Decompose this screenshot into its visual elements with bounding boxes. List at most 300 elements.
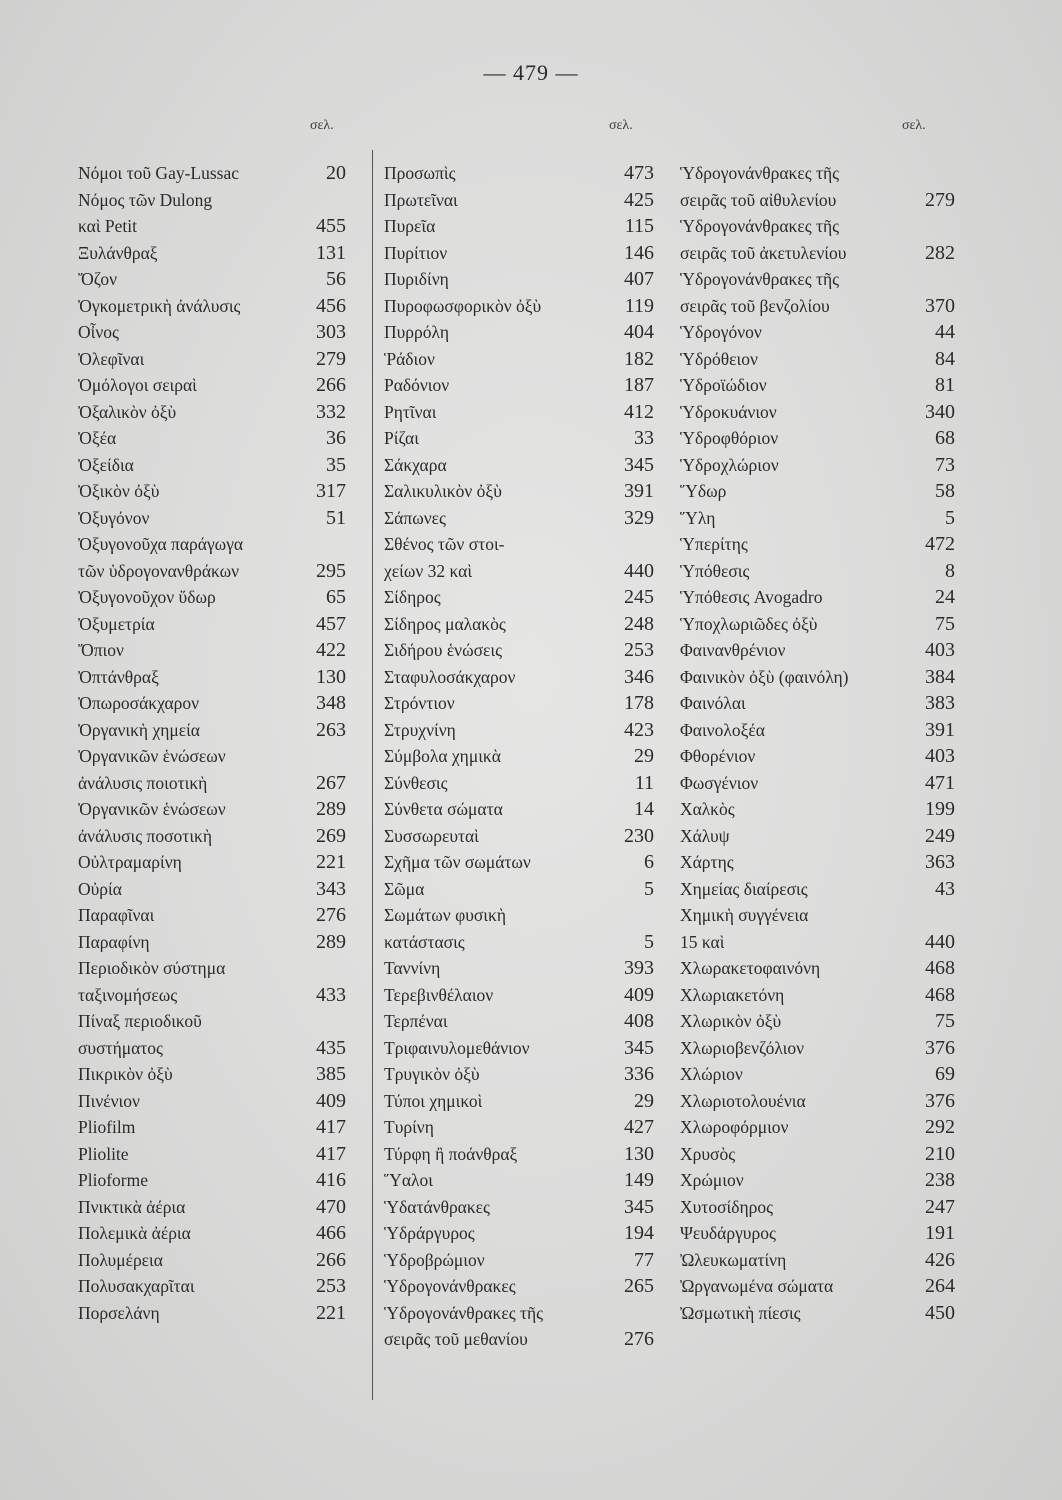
entry-term: σειρᾶς τοῦ ἀκετυλενίου bbox=[680, 242, 847, 263]
entry-page-number: 279 bbox=[316, 347, 346, 370]
entry-page-number: 407 bbox=[624, 268, 654, 290]
entry-page-number: 363 bbox=[925, 851, 955, 873]
entry-term: Ὕδωρ bbox=[680, 481, 727, 501]
entry-page-number: 292 bbox=[925, 1116, 955, 1138]
entry-term: Παραφῖναι bbox=[78, 905, 155, 925]
index-entry bbox=[680, 213, 955, 240]
entry-page-number: 221 bbox=[316, 1301, 346, 1324]
entry-term: σειρᾶς τοῦ αἰθυλενίου bbox=[680, 189, 837, 210]
entry-term: Ὀπτάνθραξ bbox=[78, 666, 159, 687]
entry-term: Σύνθεσις bbox=[384, 772, 448, 793]
entry-page-number: 36 bbox=[326, 427, 346, 449]
entry-term: Ὑδρόθειον bbox=[680, 348, 758, 369]
entry-page-number: 473 bbox=[624, 162, 654, 184]
entry-page-number: 269 bbox=[316, 824, 346, 847]
entry-page-number: 385 bbox=[316, 1063, 346, 1085]
entry-term: Ὀξείδια bbox=[78, 454, 134, 475]
index-entry bbox=[78, 1088, 346, 1115]
index-entry bbox=[680, 558, 955, 585]
index-entry bbox=[680, 372, 955, 399]
entry-page-number: 75 bbox=[935, 612, 955, 635]
entry-term: Ὀξυγονοῦχα παράγωγα bbox=[78, 534, 244, 554]
index-entry bbox=[78, 796, 346, 823]
entry-page-number: 131 bbox=[316, 241, 346, 264]
index-entry bbox=[680, 399, 955, 426]
entry-term: Πολυσακχαρῖται bbox=[78, 1276, 195, 1296]
index-entry bbox=[384, 452, 654, 479]
entry-page-number: 435 bbox=[316, 1036, 346, 1059]
entry-term: Ρητῖναι bbox=[384, 401, 437, 422]
entry-term: Σύμβολα χημικὰ bbox=[384, 746, 501, 766]
index-entry bbox=[384, 664, 654, 691]
index-entry bbox=[384, 849, 654, 876]
entry-term: Φαινολοξέα bbox=[680, 719, 765, 740]
entry-term: Στρυχνίνη bbox=[384, 719, 456, 740]
entry-page-number: 340 bbox=[925, 400, 955, 423]
index-entry bbox=[78, 478, 346, 505]
entry-page-number: 384 bbox=[925, 665, 955, 688]
entry-term: Σταφυλοσάκχαρον bbox=[384, 666, 516, 687]
entry-page-number: 471 bbox=[925, 771, 955, 794]
index-entry bbox=[384, 505, 654, 532]
entry-page-number: 409 bbox=[316, 1089, 346, 1112]
entry-term: Πυρίτιον bbox=[384, 242, 448, 263]
entry-page-number: 456 bbox=[316, 294, 346, 317]
entry-page-number: 199 bbox=[925, 798, 955, 820]
entry-term: Ὑδρογονάνθρακες τῆς bbox=[680, 216, 840, 236]
index-entry bbox=[680, 849, 955, 876]
entry-term: Ὀγκομετρικὴ ἀνάλυσις bbox=[78, 295, 241, 316]
entry-page-number: 265 bbox=[624, 1275, 654, 1297]
entry-term: Πικρικὸν ὀξὺ bbox=[78, 1064, 173, 1084]
index-entry bbox=[384, 611, 654, 638]
entry-term: Τερπέναι bbox=[384, 1011, 448, 1031]
index-entry bbox=[78, 531, 346, 558]
entry-page-number: 56 bbox=[326, 268, 346, 290]
entry-term: Πολυμέρεια bbox=[78, 1249, 163, 1270]
entry-term: Ὑπόθεσις bbox=[680, 560, 750, 581]
entry-term: Σάπωνες bbox=[384, 507, 446, 528]
entry-term: Ὄζον bbox=[78, 269, 117, 289]
entry-term: Ὠλευκωματίνη bbox=[680, 1249, 787, 1270]
index-entry bbox=[78, 690, 346, 717]
entry-term: Ὄπιον bbox=[78, 640, 124, 660]
entry-page-number: 33 bbox=[634, 427, 654, 449]
entry-page-number: 282 bbox=[925, 241, 955, 264]
index-entry bbox=[680, 611, 955, 638]
index-entry bbox=[78, 558, 346, 585]
entry-term: Πυριδίνη bbox=[384, 269, 449, 289]
index-entry bbox=[78, 1194, 346, 1221]
index-entry bbox=[78, 240, 346, 267]
entry-term: Χλωρακετοφαινόνη bbox=[680, 958, 821, 978]
entry-list bbox=[78, 160, 346, 1326]
index-entry bbox=[78, 160, 346, 187]
entry-term: Χημείας διαίρεσις bbox=[680, 878, 808, 899]
entry-page-number: 391 bbox=[925, 718, 955, 741]
index-entry bbox=[78, 743, 346, 770]
entry-page-number: 404 bbox=[624, 321, 654, 343]
index-entry bbox=[78, 664, 346, 691]
index-entry bbox=[680, 929, 955, 956]
entry-term: Στρόντιον bbox=[384, 693, 455, 713]
entry-page-number: 130 bbox=[316, 665, 346, 688]
index-entry bbox=[384, 478, 654, 505]
entry-page-number: 84 bbox=[935, 347, 955, 370]
entry-page-number: 245 bbox=[624, 586, 654, 608]
entry-page-number: 68 bbox=[935, 427, 955, 449]
index-entry bbox=[384, 213, 654, 240]
entry-term: Πνικτικὰ ἀέρια bbox=[78, 1196, 186, 1217]
index-entry bbox=[680, 955, 955, 982]
entry-term: Ψευδάργυρος bbox=[680, 1223, 776, 1243]
index-entry bbox=[78, 902, 346, 929]
index-entry bbox=[384, 346, 654, 373]
index-entry bbox=[680, 770, 955, 797]
entry-term: Πίναξ περιοδικοῦ bbox=[78, 1011, 202, 1031]
entry-page-number: 20 bbox=[326, 162, 346, 184]
entry-page-number: 221 bbox=[316, 851, 346, 873]
entry-term: Ρίζαι bbox=[384, 428, 419, 448]
entry-page-number: 14 bbox=[634, 798, 654, 820]
index-entry bbox=[680, 478, 955, 505]
entry-term: Ὑπερίτης bbox=[680, 534, 748, 554]
index-entry bbox=[384, 955, 654, 982]
entry-page-number: 466 bbox=[316, 1222, 346, 1244]
entry-term: Ὀπωροσάκχαρον bbox=[78, 693, 200, 713]
entry-term: κατάστασις bbox=[384, 931, 465, 952]
entry-page-number: 440 bbox=[624, 559, 654, 582]
index-entry bbox=[78, 1008, 346, 1035]
entry-term: Ὑδροϊώδιον bbox=[680, 375, 767, 395]
entry-term: Pliofilm bbox=[78, 1117, 136, 1137]
index-entry bbox=[384, 558, 654, 585]
index-entry bbox=[680, 743, 955, 770]
entry-term: Ὀξυμετρία bbox=[78, 613, 155, 634]
entry-page-number: 249 bbox=[925, 824, 955, 847]
entry-term: Σίδηρος μαλακὸς bbox=[384, 613, 506, 634]
index-entry bbox=[384, 1273, 654, 1300]
index-entry bbox=[78, 293, 346, 320]
index-entry bbox=[78, 1141, 346, 1168]
entry-page-number: 24 bbox=[935, 586, 955, 608]
index-entry bbox=[384, 399, 654, 426]
entry-page-number: 391 bbox=[624, 480, 654, 502]
index-entry bbox=[680, 982, 955, 1009]
entry-page-number: 253 bbox=[624, 639, 654, 661]
entry-term: Ὀξαλικὸν ὀξὺ bbox=[78, 401, 177, 422]
entry-page-number: 266 bbox=[316, 374, 346, 396]
entry-page-number: 29 bbox=[634, 745, 654, 767]
entry-term: Ὑδρογονάνθρακες τῆς bbox=[680, 269, 840, 289]
index-entry bbox=[78, 1220, 346, 1247]
entry-page-number: 345 bbox=[624, 1195, 654, 1218]
entry-page-number: 230 bbox=[624, 824, 654, 847]
entry-term: Χλώριον bbox=[680, 1064, 743, 1084]
index-entry bbox=[384, 1061, 654, 1088]
entry-term: Πυρεῖα bbox=[384, 216, 436, 236]
entry-page-number: 182 bbox=[624, 347, 654, 370]
index-entry bbox=[78, 611, 346, 638]
entry-term: Τρυγικὸν ὀξὺ bbox=[384, 1064, 480, 1084]
entry-page-number: 29 bbox=[634, 1089, 654, 1112]
entry-page-number: 450 bbox=[925, 1301, 955, 1324]
index-entry bbox=[384, 1035, 654, 1062]
entry-term: ἀνάλυσις ποιοτικὴ bbox=[78, 772, 208, 793]
entry-term: Χάλυψ bbox=[680, 825, 730, 846]
entry-page-number: 44 bbox=[935, 321, 955, 343]
entry-term: τῶν ὑδρογονανθράκων bbox=[78, 560, 240, 581]
index-entry bbox=[78, 1061, 346, 1088]
entry-page-number: 343 bbox=[316, 877, 346, 900]
index-entry bbox=[78, 452, 346, 479]
entry-term: Πινένιον bbox=[78, 1090, 140, 1111]
index-entry bbox=[680, 1220, 955, 1247]
index-entry bbox=[384, 293, 654, 320]
entry-term: 15 καὶ bbox=[680, 931, 725, 952]
entry-term: Ὀλεφῖναι bbox=[78, 348, 145, 369]
page-number: — 479 — bbox=[483, 60, 579, 85]
entry-term: Φθορένιον bbox=[680, 746, 756, 766]
entry-term: Ταννίνη bbox=[384, 958, 441, 978]
column-header: σελ. bbox=[902, 118, 926, 133]
entry-page-number: 455 bbox=[316, 215, 346, 237]
entry-page-number: 194 bbox=[624, 1222, 654, 1244]
entry-page-number: 376 bbox=[925, 1036, 955, 1059]
entry-term: Χλωριοβενζόλιον bbox=[680, 1037, 805, 1058]
entry-page-number: 409 bbox=[624, 983, 654, 1006]
index-entry bbox=[680, 266, 955, 293]
entry-term: Φαινανθρένιον bbox=[680, 640, 786, 660]
entry-page-number: 433 bbox=[316, 983, 346, 1006]
entry-term: σειρᾶς τοῦ βενζολίου bbox=[680, 295, 830, 316]
entry-page-number: 146 bbox=[624, 241, 654, 264]
entry-page-number: 345 bbox=[624, 453, 654, 476]
index-entry bbox=[78, 319, 346, 346]
index-entry bbox=[680, 531, 955, 558]
index-entry bbox=[680, 1141, 955, 1168]
entry-page-number: 383 bbox=[925, 692, 955, 714]
entry-page-number: 43 bbox=[935, 877, 955, 900]
entry-term: Χρώμιον bbox=[680, 1170, 744, 1190]
entry-term: Σῶμα bbox=[384, 878, 425, 899]
index-entry bbox=[680, 240, 955, 267]
entry-page-number: 266 bbox=[316, 1248, 346, 1271]
index-entry bbox=[680, 1061, 955, 1088]
entry-page-number: 440 bbox=[925, 930, 955, 953]
entry-term: Τερεβινθέλαιον bbox=[384, 984, 494, 1005]
entry-page-number: 422 bbox=[316, 639, 346, 661]
entry-term: Πορσελάνη bbox=[78, 1302, 160, 1323]
entry-page-number: 51 bbox=[326, 506, 346, 529]
entry-term: Χλωριοτολουένια bbox=[680, 1090, 806, 1111]
entry-term: χείων 32 καὶ bbox=[384, 560, 473, 581]
entry-term: συστήματος bbox=[78, 1037, 163, 1058]
index-entry bbox=[78, 955, 346, 982]
entry-term: Σωμάτων φυσικὴ bbox=[384, 905, 506, 925]
entry-term: Τύποι χημικοὶ bbox=[384, 1090, 483, 1111]
entry-term: Ὑδρογόνον bbox=[680, 322, 762, 342]
entry-page-number: 332 bbox=[316, 400, 346, 423]
index-entry bbox=[384, 982, 654, 1009]
entry-page-number: 73 bbox=[935, 453, 955, 476]
entry-term: Ὀργανικὴ χημεία bbox=[78, 719, 200, 740]
entry-term: Ὑποχλωριῶδες ὀξὺ bbox=[680, 613, 818, 634]
index-entry bbox=[384, 425, 654, 452]
entry-page-number: 81 bbox=[935, 374, 955, 396]
index-entry bbox=[680, 1088, 955, 1115]
index-entry bbox=[384, 1088, 654, 1115]
entry-page-number: 69 bbox=[935, 1063, 955, 1085]
index-entry bbox=[78, 876, 346, 903]
entry-term: Plioforme bbox=[78, 1170, 148, 1190]
entry-term: Περιοδικὸν σύστημα bbox=[78, 958, 226, 978]
index-entry bbox=[384, 717, 654, 744]
index-entry bbox=[384, 1167, 654, 1194]
index-entry bbox=[78, 399, 346, 426]
entry-term: Ὑδρογονάνθρακες bbox=[384, 1276, 516, 1296]
entry-list bbox=[384, 160, 654, 1353]
index-entry bbox=[680, 1008, 955, 1035]
entry-page-number: 238 bbox=[925, 1169, 955, 1191]
index-entry bbox=[384, 690, 654, 717]
entry-page-number: 5 bbox=[644, 877, 654, 900]
entry-term: Τριφαινυλομεθάνιον bbox=[384, 1037, 530, 1058]
entry-term: Χλωριακετόνη bbox=[680, 984, 785, 1005]
entry-page-number: 210 bbox=[925, 1142, 955, 1165]
entry-page-number: 267 bbox=[316, 771, 346, 794]
entry-term: Ὠσμωτικὴ πίεσις bbox=[680, 1302, 801, 1323]
entry-page-number: 348 bbox=[316, 692, 346, 714]
entry-term: Ὑπόθεσις Avogadro bbox=[680, 587, 823, 607]
index-entry bbox=[680, 690, 955, 717]
entry-page-number: 279 bbox=[925, 188, 955, 211]
entry-page-number: 58 bbox=[935, 480, 955, 502]
entry-term: Χημικὴ συγγένεια bbox=[680, 905, 809, 925]
entry-page-number: 468 bbox=[925, 983, 955, 1006]
entry-term: Ὀξέα bbox=[78, 428, 117, 448]
entry-term: Οὐρία bbox=[78, 878, 122, 899]
index-entry bbox=[680, 505, 955, 532]
index-entry bbox=[680, 1300, 955, 1327]
index-entry bbox=[384, 1300, 654, 1327]
entry-page-number: 130 bbox=[624, 1142, 654, 1165]
entry-term: Ὑδροκυάνιον bbox=[680, 401, 777, 422]
index-entry bbox=[680, 664, 955, 691]
index-entry bbox=[680, 1247, 955, 1274]
entry-term: Ὑδατάνθρακες bbox=[384, 1196, 490, 1217]
entry-term: Χάρτης bbox=[680, 852, 734, 872]
index-entry bbox=[680, 452, 955, 479]
index-entry bbox=[384, 637, 654, 664]
entry-term: καὶ Petit bbox=[78, 216, 138, 236]
index-entry bbox=[680, 1114, 955, 1141]
index-entry bbox=[78, 717, 346, 744]
entry-page-number: 276 bbox=[624, 1328, 654, 1350]
entry-term: Χρυσὸς bbox=[680, 1143, 736, 1164]
index-entry bbox=[384, 929, 654, 956]
index-entry bbox=[680, 1194, 955, 1221]
entry-term: Τύρφη ἢ ποάνθραξ bbox=[384, 1143, 518, 1164]
entry-term: Πρωτεῖναι bbox=[384, 189, 458, 210]
entry-page-number: 408 bbox=[624, 1010, 654, 1032]
index-entry bbox=[384, 770, 654, 797]
entry-page-number: 149 bbox=[624, 1169, 654, 1191]
entry-page-number: 303 bbox=[316, 321, 346, 343]
index-entry bbox=[78, 770, 346, 797]
entry-term: Πυροφωσφορικὸν ὀξὺ bbox=[384, 295, 542, 316]
entry-page-number: 5 bbox=[945, 506, 955, 529]
index-entry bbox=[384, 876, 654, 903]
entry-page-number: 425 bbox=[624, 188, 654, 211]
entry-page-number: 178 bbox=[624, 692, 654, 714]
index-entry bbox=[384, 743, 654, 770]
entry-page-number: 370 bbox=[925, 294, 955, 317]
entry-page-number: 119 bbox=[624, 294, 654, 317]
entry-term: σειρᾶς τοῦ μεθανίου bbox=[384, 1329, 528, 1349]
entry-page-number: 247 bbox=[925, 1195, 955, 1218]
entry-term: Ὕλη bbox=[680, 507, 716, 528]
entry-term: Ὑδρογονάνθρακες τῆς bbox=[384, 1302, 544, 1323]
index-entry bbox=[78, 425, 346, 452]
entry-term: Πολεμικὰ ἀέρια bbox=[78, 1223, 191, 1243]
entry-page-number: 345 bbox=[624, 1036, 654, 1059]
entry-term: Ῥάδιον bbox=[384, 348, 435, 369]
index-entry bbox=[78, 584, 346, 611]
entry-page-number: 295 bbox=[316, 559, 346, 582]
entry-page-number: 263 bbox=[316, 718, 346, 741]
entry-term: Σιδήρου ἑνώσεις bbox=[384, 640, 503, 660]
index-entry bbox=[384, 319, 654, 346]
entry-term: Παραφίνη bbox=[78, 931, 150, 952]
entry-term: Ὀξυγονοῦχον ὕδωρ bbox=[78, 587, 216, 607]
entry-term: ἀνάλυσις ποσοτικὴ bbox=[78, 825, 213, 846]
entry-term: Συσσωρευταὶ bbox=[384, 825, 479, 846]
entry-page-number: 403 bbox=[925, 639, 955, 661]
index-entry bbox=[680, 187, 955, 214]
index-entry bbox=[78, 372, 346, 399]
index-entry bbox=[78, 637, 346, 664]
index-entry bbox=[78, 505, 346, 532]
entry-page-number: 426 bbox=[925, 1248, 955, 1271]
index-entry bbox=[78, 849, 346, 876]
entry-term: Πυρρόλη bbox=[384, 322, 450, 342]
entry-term: Ὀργανικῶν ἑνώσεων bbox=[78, 799, 226, 819]
entry-term: Οὐλτραμαρίνη bbox=[78, 852, 182, 872]
entry-page-number: 75 bbox=[935, 1010, 955, 1032]
index-entry bbox=[384, 584, 654, 611]
entry-term: Ὕαλοι bbox=[384, 1170, 433, 1190]
entry-page-number: 6 bbox=[644, 851, 654, 873]
entry-page-number: 412 bbox=[624, 400, 654, 423]
entry-term: Ὀξυγόνον bbox=[78, 507, 150, 528]
index-entry bbox=[680, 637, 955, 664]
index-entry bbox=[384, 823, 654, 850]
index-entry bbox=[384, 1220, 654, 1247]
index-entry bbox=[680, 584, 955, 611]
entry-term: Ὁμόλογοι σειραὶ bbox=[78, 375, 197, 395]
index-entry bbox=[680, 876, 955, 903]
entry-term: Φαινόλαι bbox=[680, 693, 746, 713]
entry-page-number: 403 bbox=[925, 745, 955, 767]
index-entry bbox=[680, 1167, 955, 1194]
index-entry bbox=[680, 293, 955, 320]
index-entry bbox=[384, 1114, 654, 1141]
entry-page-number: 264 bbox=[925, 1275, 955, 1297]
index-entry bbox=[78, 1114, 346, 1141]
entry-term: Ξυλάνθραξ bbox=[78, 242, 158, 263]
index-entry bbox=[680, 319, 955, 346]
